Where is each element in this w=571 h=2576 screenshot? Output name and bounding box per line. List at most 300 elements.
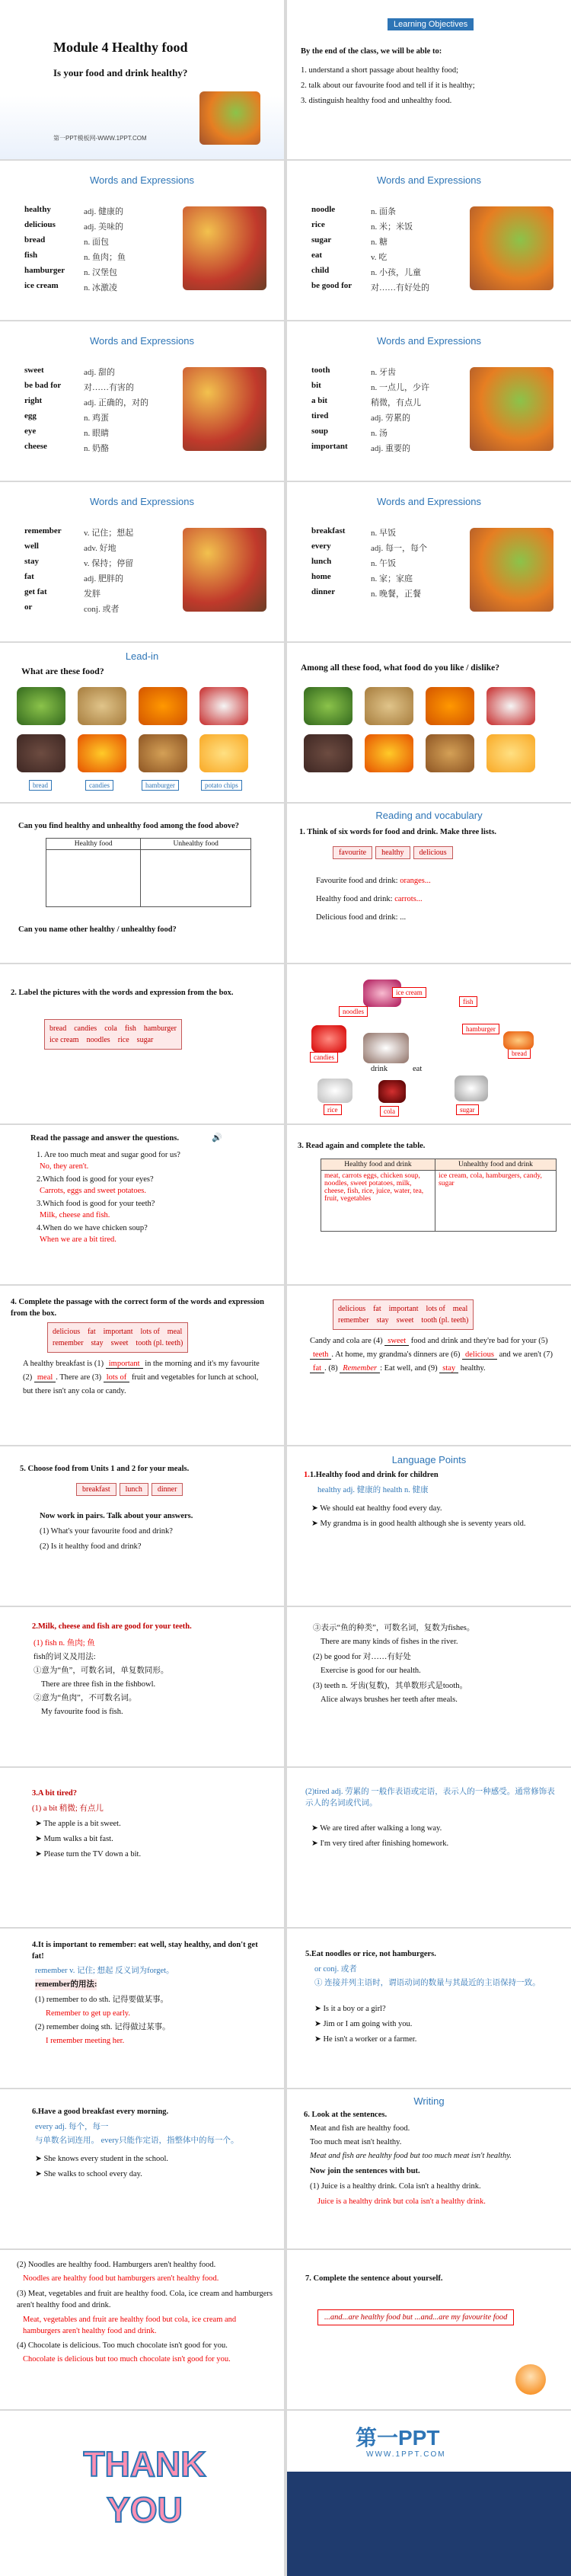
food-label: hamburger	[142, 780, 179, 791]
picture-label: ice cream	[392, 987, 426, 998]
food-photo	[199, 687, 248, 725]
question: 7. Complete the sentence about yourself.	[305, 2274, 443, 2283]
note-line: (1) remember to do sth. 记得要做某事。	[35, 1996, 168, 2004]
list-answer: carrots...	[394, 895, 423, 903]
meal-tag: lunch	[120, 1483, 148, 1496]
note-line: Remember to get up early.	[46, 2009, 130, 2018]
word-row	[311, 396, 421, 408]
meaning: adj. 健康的	[84, 207, 123, 216]
audio-icon[interactable]: 🔊	[212, 1133, 222, 1143]
word: sweet	[24, 366, 44, 375]
meaning: n. 鱼肉；鱼	[84, 253, 126, 262]
point-title: 2.Milk, cheese and fish are good for your teeth.	[32, 1622, 192, 1631]
slide-complete-sentence	[287, 2250, 571, 2409]
slide-objectives	[287, 0, 571, 159]
note-line: 与单数名词连用。 every只能作定语，指整体中的每一个。	[35, 2137, 239, 2145]
food-photo	[183, 367, 266, 451]
slide-words-5	[0, 482, 284, 641]
question: 3. Read again and complete the table.	[298, 1142, 426, 1150]
healthy-table	[46, 838, 251, 907]
word: sugar	[311, 235, 332, 244]
list-line: Delicious food and drink: ...	[316, 913, 407, 922]
word: rice	[311, 220, 325, 229]
pair-question: (2) Is it healthy food and drink?	[40, 1542, 142, 1551]
word-row	[311, 587, 421, 599]
sentence: (3) Meat, vegetables and fruit are healthy food. Cola, ice cream and hamburgers aren't healthy food and drink.	[17, 2290, 273, 2309]
example: ➤ She walks to school every day.	[35, 2170, 142, 2178]
section-title: Words and Expressions	[376, 335, 482, 347]
brand-logo-text: 第一PPT	[356, 2426, 440, 2450]
word-row	[24, 266, 117, 278]
word-row	[311, 411, 410, 423]
question: Among all these food, what food do you like / dislike?	[301, 663, 500, 673]
word-row	[311, 220, 413, 232]
word-row	[24, 602, 119, 615]
word: be good for	[311, 281, 352, 290]
blank-answer: teeth	[310, 1350, 331, 1360]
slide-complete-passage-2	[287, 1286, 571, 1445]
passage-text: healthy.	[458, 1364, 486, 1373]
word-tag: healthy	[375, 846, 410, 859]
word-row	[24, 205, 123, 217]
section-title: Words and Expressions	[89, 335, 195, 347]
food-photo	[317, 1079, 352, 1103]
list-line	[316, 875, 431, 887]
student-avatar	[515, 2364, 546, 2395]
example: ➤ We should eat healthy food every day.	[311, 1504, 442, 1513]
slide-thank-you	[0, 2411, 284, 2576]
example-text: I'm very tired after finishing homework.	[320, 1839, 449, 1848]
slide-picture-labels	[287, 964, 571, 1123]
blank-answer: meal	[34, 1373, 56, 1382]
note-line: ③表示“鱼的种类”，可数名词，复数为fishes。	[313, 1624, 475, 1632]
blank-answer: Remember	[340, 1364, 380, 1373]
slide-like-dislike	[287, 643, 571, 802]
meaning: adj. 美味的	[84, 222, 123, 232]
picture-label: sugar	[456, 1104, 479, 1115]
passage-text: A healthy breakfast is (1)	[23, 1360, 106, 1368]
slide-complete-passage	[0, 1286, 284, 1445]
word-tag: delicious	[413, 846, 453, 859]
picture-label: hamburger	[462, 1024, 499, 1034]
answer: Milk, cheese and fish.	[40, 1211, 110, 1219]
food-photo	[365, 734, 413, 772]
example: ➤ She knows every student in the school.	[35, 2155, 169, 2163]
section-title: Words and Expressions	[376, 174, 482, 186]
word-row	[311, 427, 388, 439]
sentence: Too much meat isn't healthy.	[310, 2138, 402, 2146]
col-header: Healthy food	[46, 839, 141, 850]
list-answer: oranges...	[400, 877, 431, 885]
word-row	[24, 542, 116, 554]
note-line: Exercise is good for our health.	[321, 1667, 421, 1675]
passage-text: . At home, my grandma's dinners are (6)	[331, 1350, 463, 1359]
word-row	[24, 396, 148, 408]
slide-point-3	[0, 1768, 284, 1927]
example: ➤ Mum walks a bit fast.	[35, 1835, 113, 1843]
col-header: Unhealthy food and drink	[435, 1159, 557, 1171]
word-row	[311, 557, 396, 569]
blank-answer: delicious	[462, 1350, 497, 1360]
meal-tag: dinner	[152, 1483, 183, 1496]
word: fat	[24, 572, 34, 581]
slide-words-4	[287, 321, 571, 481]
objectives-badge: Learning Objectives	[388, 18, 474, 30]
answer: No, they aren't.	[40, 1162, 89, 1171]
word: home	[311, 572, 331, 581]
blank-answer: stay	[439, 1364, 458, 1373]
question-item: 4.When do we have chicken soup?	[37, 1224, 148, 1232]
example: ➤ We are tired after walking a long way.	[311, 1824, 442, 1833]
meaning: adj. 重要的	[371, 444, 410, 453]
list-label: Healthy food and drink:	[316, 895, 395, 903]
example-text: My grandma is in good health although she is seventy years old.	[320, 1520, 526, 1528]
food-photo	[139, 734, 187, 772]
food-photo	[365, 687, 413, 725]
meaning: n. 眼睛	[84, 429, 109, 438]
answer: Noodles are healthy food but hamburgers aren't healthy food.	[23, 2274, 219, 2283]
answer: When we are a bit tired.	[40, 1235, 116, 1244]
picture-label: candies	[310, 1052, 338, 1063]
note-line: (1) a bit 稍微; 有点儿	[32, 1804, 104, 1813]
note-line: Alice always brushes her teeth after meals.	[321, 1695, 458, 1704]
example-text: She knows every student in the school.	[43, 2155, 169, 2163]
thank-you-text: THANK YOU	[83, 2444, 206, 2530]
word-row	[311, 381, 429, 393]
example: ➤ I'm very tired after finishing homework.	[311, 1839, 449, 1848]
word-row	[24, 220, 123, 232]
meaning: 发胖	[84, 590, 100, 599]
word: remember	[24, 526, 62, 535]
picture-label: fish	[459, 996, 477, 1007]
section-title: Words and Expressions	[89, 174, 195, 186]
note-line: ②意为“鱼肉”，不可数名词。	[33, 1694, 137, 1702]
meaning: n. 面包	[84, 238, 109, 247]
brand-url: WWW.1PPT.COM	[366, 2450, 446, 2459]
question-item: 3.Which food is good for your teeth?	[37, 1200, 155, 1208]
word: delicious	[24, 220, 56, 229]
note-line: There are many kinds of fishes in the river.	[321, 1638, 458, 1646]
answer: Chocolate is delicious but too much chocolate isn't good for you.	[23, 2355, 231, 2363]
note-line: My favourite food is fish.	[41, 1708, 123, 1716]
note-line: ① 连接并列主语时，谓语动词的数量与其最近的主语保持一致。	[314, 1979, 541, 1987]
food-photo	[455, 1075, 488, 1101]
meaning: n. 汉堡包	[84, 268, 117, 277]
passage-text: food and drink and they're bad for your (5)	[409, 1337, 548, 1345]
col-header: Unhealthy food	[141, 839, 251, 850]
meal-tag: breakfast	[76, 1483, 116, 1496]
footer-band	[287, 2472, 571, 2576]
slide-words-3	[0, 321, 284, 481]
word-row	[311, 442, 410, 454]
food-photo	[304, 734, 352, 772]
meaning: adv. 好地	[84, 544, 116, 553]
word-row	[24, 281, 117, 293]
slide-label-pictures	[0, 964, 284, 1123]
word: hamburger	[24, 266, 65, 275]
table-cell: meat, carrots eggs, chicken soup, noodles, sweet potatoes, milk, cheese, fish, rice, juice, water, tea, fruit, vegetables	[321, 1171, 435, 1232]
section-title: Lead-in	[125, 650, 159, 662]
food-photo	[17, 734, 65, 772]
food-label: potato chips	[201, 780, 242, 791]
food-photo	[426, 734, 474, 772]
example-text: Jim or I am going with you.	[323, 2020, 413, 2028]
word-row	[311, 572, 413, 584]
question: Read the passage and answer the questions.	[30, 1134, 179, 1143]
example: ➤ He isn't a worker or a farmer.	[314, 2035, 417, 2044]
answer: Carrots, eggs and sweet potatoes.	[40, 1187, 146, 1195]
word-row	[311, 251, 387, 263]
meaning: n. 冰激凌	[84, 283, 117, 292]
passage-text: in the morning and it's my favourite (2)	[23, 1360, 260, 1382]
word-row	[311, 266, 421, 278]
word-row	[24, 427, 109, 439]
pair-instruction: Now work in pairs. Talk about your answers.	[40, 1512, 193, 1520]
word: tired	[311, 411, 329, 420]
word: bread	[24, 235, 46, 244]
food-photo	[183, 206, 266, 290]
answer: Meat, vegetables and fruit are healthy food but cola, ice cream and hamburgers aren't healthy food and drink.	[23, 2316, 237, 2335]
slide-join-answers	[0, 2250, 284, 2409]
meaning: v. 吃	[371, 253, 388, 262]
picture-label: drink	[371, 1065, 388, 1073]
question: Can you find healthy and unhealthy food among the food above?	[18, 822, 239, 830]
slide-point-2	[0, 1607, 284, 1766]
section-title: Words and Expressions	[89, 496, 195, 507]
meaning: n. 午饭	[371, 559, 396, 568]
word-row	[24, 587, 100, 599]
note-line: remember v. 记住; 想起 反义词为forget。	[35, 1967, 174, 1975]
question: What are these food?	[21, 666, 104, 676]
slide-read-answer	[0, 1125, 284, 1284]
word-row	[24, 526, 133, 539]
meaning: n. 早饭	[371, 529, 396, 538]
slide-healthy-table	[0, 804, 284, 963]
note-line: There are three fish in the fishbowl.	[41, 1680, 156, 1689]
word: every	[311, 542, 331, 551]
food-photo	[378, 1080, 406, 1103]
meaning: 稍微，有点儿	[371, 398, 421, 407]
meaning: v. 保持；停留	[84, 559, 134, 568]
word-tags	[333, 846, 453, 859]
slide-language-points	[287, 1446, 571, 1606]
meaning: adj. 肥胖的	[84, 574, 123, 583]
meaning: 对……有害的	[84, 383, 134, 392]
picture-label: eat	[413, 1065, 423, 1073]
word-row	[24, 557, 133, 569]
word-box: delicious fat important lots of meal remember stay sweet tooth (pl. teeth)	[47, 1322, 188, 1353]
list-label: Favourite food and drink:	[316, 877, 400, 885]
note-line: (3) teeth n. 牙齿(复数)，其单数形式是tooth。	[313, 1682, 467, 1690]
blank-answer: important	[106, 1360, 143, 1369]
food-photo	[304, 687, 352, 725]
meaning: n. 糖	[371, 238, 388, 247]
slide-complete-table	[287, 1125, 571, 1284]
meaning: 对……有好处的	[371, 283, 429, 292]
word-row	[311, 205, 396, 217]
brand-caption: 第一PPT模板网-WWW.1PPT.COM	[53, 135, 147, 142]
word: or	[24, 602, 33, 612]
note-line: (2) be good for 对……有好处	[313, 1653, 411, 1661]
food-photo	[17, 687, 65, 725]
picture-label: cola	[380, 1106, 399, 1117]
meaning: v. 记住；想起	[84, 529, 134, 538]
slide-point-2-cont	[287, 1607, 571, 1766]
word: ice cream	[24, 281, 59, 290]
meaning: n. 牙齿	[371, 368, 396, 377]
blank-answer: sweet	[384, 1337, 409, 1346]
food-photo	[470, 367, 553, 451]
note-line: remember的用法:	[35, 1980, 97, 1989]
passage-text: : Eat well, and (9)	[380, 1364, 440, 1373]
passage-text: fruit and vegetables for lunch at school, but there isn't any cola or candy.	[23, 1373, 259, 1395]
example: ➤ Is it a boy or a girl?	[314, 2005, 386, 2013]
slide-words-1	[0, 161, 284, 320]
word: get fat	[24, 587, 47, 596]
slide-choose-food	[0, 1446, 284, 1606]
word: breakfast	[311, 526, 346, 535]
sentence: (4) Chocolate is delicious. Too much chocolate isn't good for you.	[17, 2341, 228, 2350]
note-line: (2)tired adj. 劳累的 一般作表语或定语，表示人的一种感受。通常修饰表示人的名词或代词。	[305, 1788, 555, 1807]
instruction: Now join the sentences with but.	[310, 2167, 420, 2175]
objective-item: 3. distinguish healthy food and unhealthy food.	[301, 97, 452, 105]
word-box: delicious fat important lots of meal remember stay sweet tooth (pl. teeth)	[333, 1299, 474, 1330]
meaning: n. 小孩，儿童	[371, 268, 421, 277]
picture-label: bread	[508, 1048, 531, 1059]
word: fish	[24, 251, 38, 260]
slide-title	[0, 0, 284, 159]
word-row	[311, 235, 388, 248]
slide-words-2	[287, 161, 571, 320]
word: right	[24, 396, 43, 405]
food-photo	[486, 687, 535, 725]
example: ➤ My grandma is in good health although she is seventy years old.	[311, 1520, 526, 1528]
objective-item: 1. understand a short passage about healthy food;	[301, 66, 459, 75]
point-title: 1.1.Healthy food and drink for children	[304, 1471, 439, 1479]
example: ➤ The apple is a bit sweet.	[35, 1820, 121, 1828]
food-photo	[503, 1031, 534, 1050]
word: be bad for	[24, 381, 62, 390]
word-row	[24, 572, 123, 584]
col-header: Healthy food and drink	[321, 1159, 435, 1171]
food-illustration	[199, 91, 260, 145]
slide-point-5	[287, 1929, 571, 2088]
table-cell[interactable]	[141, 850, 251, 907]
word: stay	[24, 557, 39, 566]
word: tooth	[311, 366, 330, 375]
question: 1. Think of six words for food and drink. Make three lists.	[299, 828, 497, 836]
food-label: candies	[85, 780, 113, 791]
question: Can you name other healthy / unhealthy food?	[18, 925, 177, 934]
meaning: n. 面条	[371, 207, 396, 216]
question: 5. Choose food from Units 1 and 2 for your meals.	[20, 1465, 190, 1473]
meaning: n. 鸡蛋	[84, 414, 109, 423]
word-box: bread candies cola fish hamburger ice cream noodles rice sugar	[44, 1019, 182, 1050]
food-label: bread	[29, 780, 52, 791]
question-item: 2.Which food is good for your eyes?	[37, 1175, 154, 1184]
passage	[310, 1334, 553, 1376]
meal-tags	[76, 1483, 183, 1496]
note-line: fish的词义及用法:	[33, 1653, 96, 1661]
word: healthy	[24, 205, 51, 214]
slide-words-6	[287, 482, 571, 641]
word: eye	[24, 427, 37, 436]
meaning: n. 家；家庭	[371, 574, 413, 583]
point-title-text: 1.Healthy food and drink for children	[309, 1471, 439, 1479]
food-photo	[311, 1025, 346, 1053]
sentence: (1) Juice is a healthy drink. Cola isn't a healthy drink.	[310, 2182, 481, 2191]
word: eat	[311, 251, 323, 260]
example-text: The apple is a bit sweet.	[43, 1820, 121, 1828]
word-row	[311, 542, 427, 554]
question: 2. Label the pictures with the words and expression from the box.	[11, 989, 234, 997]
example-text: Please turn the TV down a bit.	[43, 1850, 142, 1858]
word-row	[311, 526, 396, 539]
word: egg	[24, 411, 37, 420]
word-row	[24, 235, 109, 248]
picture-label: rice	[324, 1104, 342, 1115]
word-tag: favourite	[333, 846, 372, 859]
word: noodle	[311, 205, 336, 214]
passage	[23, 1357, 266, 1398]
sentence: Meat and fish are healthy food.	[310, 2124, 410, 2133]
example-text: Mum walks a bit fast.	[43, 1835, 113, 1843]
note-line: I remember meeting her.	[46, 2037, 125, 2045]
point-title: 3.A bit tired?	[32, 1789, 78, 1798]
answer: Juice is a healthy drink but cola isn't a healthy drink.	[317, 2197, 486, 2206]
table-cell[interactable]	[46, 850, 141, 907]
meaning: conj. 或者	[84, 605, 120, 614]
word: child	[311, 266, 330, 275]
passage-text: . (8)	[324, 1364, 340, 1373]
example-text: Is it a boy or a girl?	[323, 2005, 386, 2013]
slide-point-6	[0, 2089, 284, 2248]
food-photo	[78, 687, 126, 725]
food-photo	[426, 687, 474, 725]
note-line: ①意为“鱼”，可数名词，单复数同形。	[33, 1667, 169, 1675]
example-text: We are tired after walking a long way.	[320, 1824, 442, 1833]
blank-answer: lots of	[104, 1373, 130, 1382]
word: dinner	[311, 587, 336, 596]
passage-text: Candy and cola are (4)	[310, 1337, 385, 1345]
meaning: adj. 每一，每个	[371, 544, 427, 553]
meaning: adj. 正确的，对的	[84, 398, 148, 407]
word: a bit	[311, 396, 328, 405]
food-photo	[199, 734, 248, 772]
word: soup	[311, 427, 329, 436]
grammar-note: healthy adj. 健康的 health n. 健康	[317, 1486, 429, 1494]
section-title: Writing	[413, 2095, 445, 2107]
meaning: adj. 劳累的	[371, 414, 410, 423]
food-photo	[470, 528, 553, 612]
meaning: n. 奶酪	[84, 444, 109, 453]
food-photo	[139, 687, 187, 725]
food-photo	[183, 528, 266, 612]
meaning: adj. 甜的	[84, 368, 115, 377]
sentence: Meat and fish are healthy food but too much meat isn't healthy.	[310, 2152, 512, 2160]
word-row	[24, 381, 134, 393]
word-row	[24, 411, 109, 423]
objective-item: 2. talk about our favourite food and tell if it is healthy;	[301, 81, 475, 90]
pair-question: (1) What's your favourite food and drink?	[40, 1527, 173, 1536]
word: cheese	[24, 442, 47, 451]
slide-writing	[287, 2089, 571, 2248]
slide-brand	[287, 2411, 571, 2576]
meaning: n. 一点儿，少许	[371, 383, 429, 392]
word-row	[24, 251, 126, 263]
word: important	[311, 442, 348, 451]
picture-label: noodles	[339, 1006, 368, 1017]
